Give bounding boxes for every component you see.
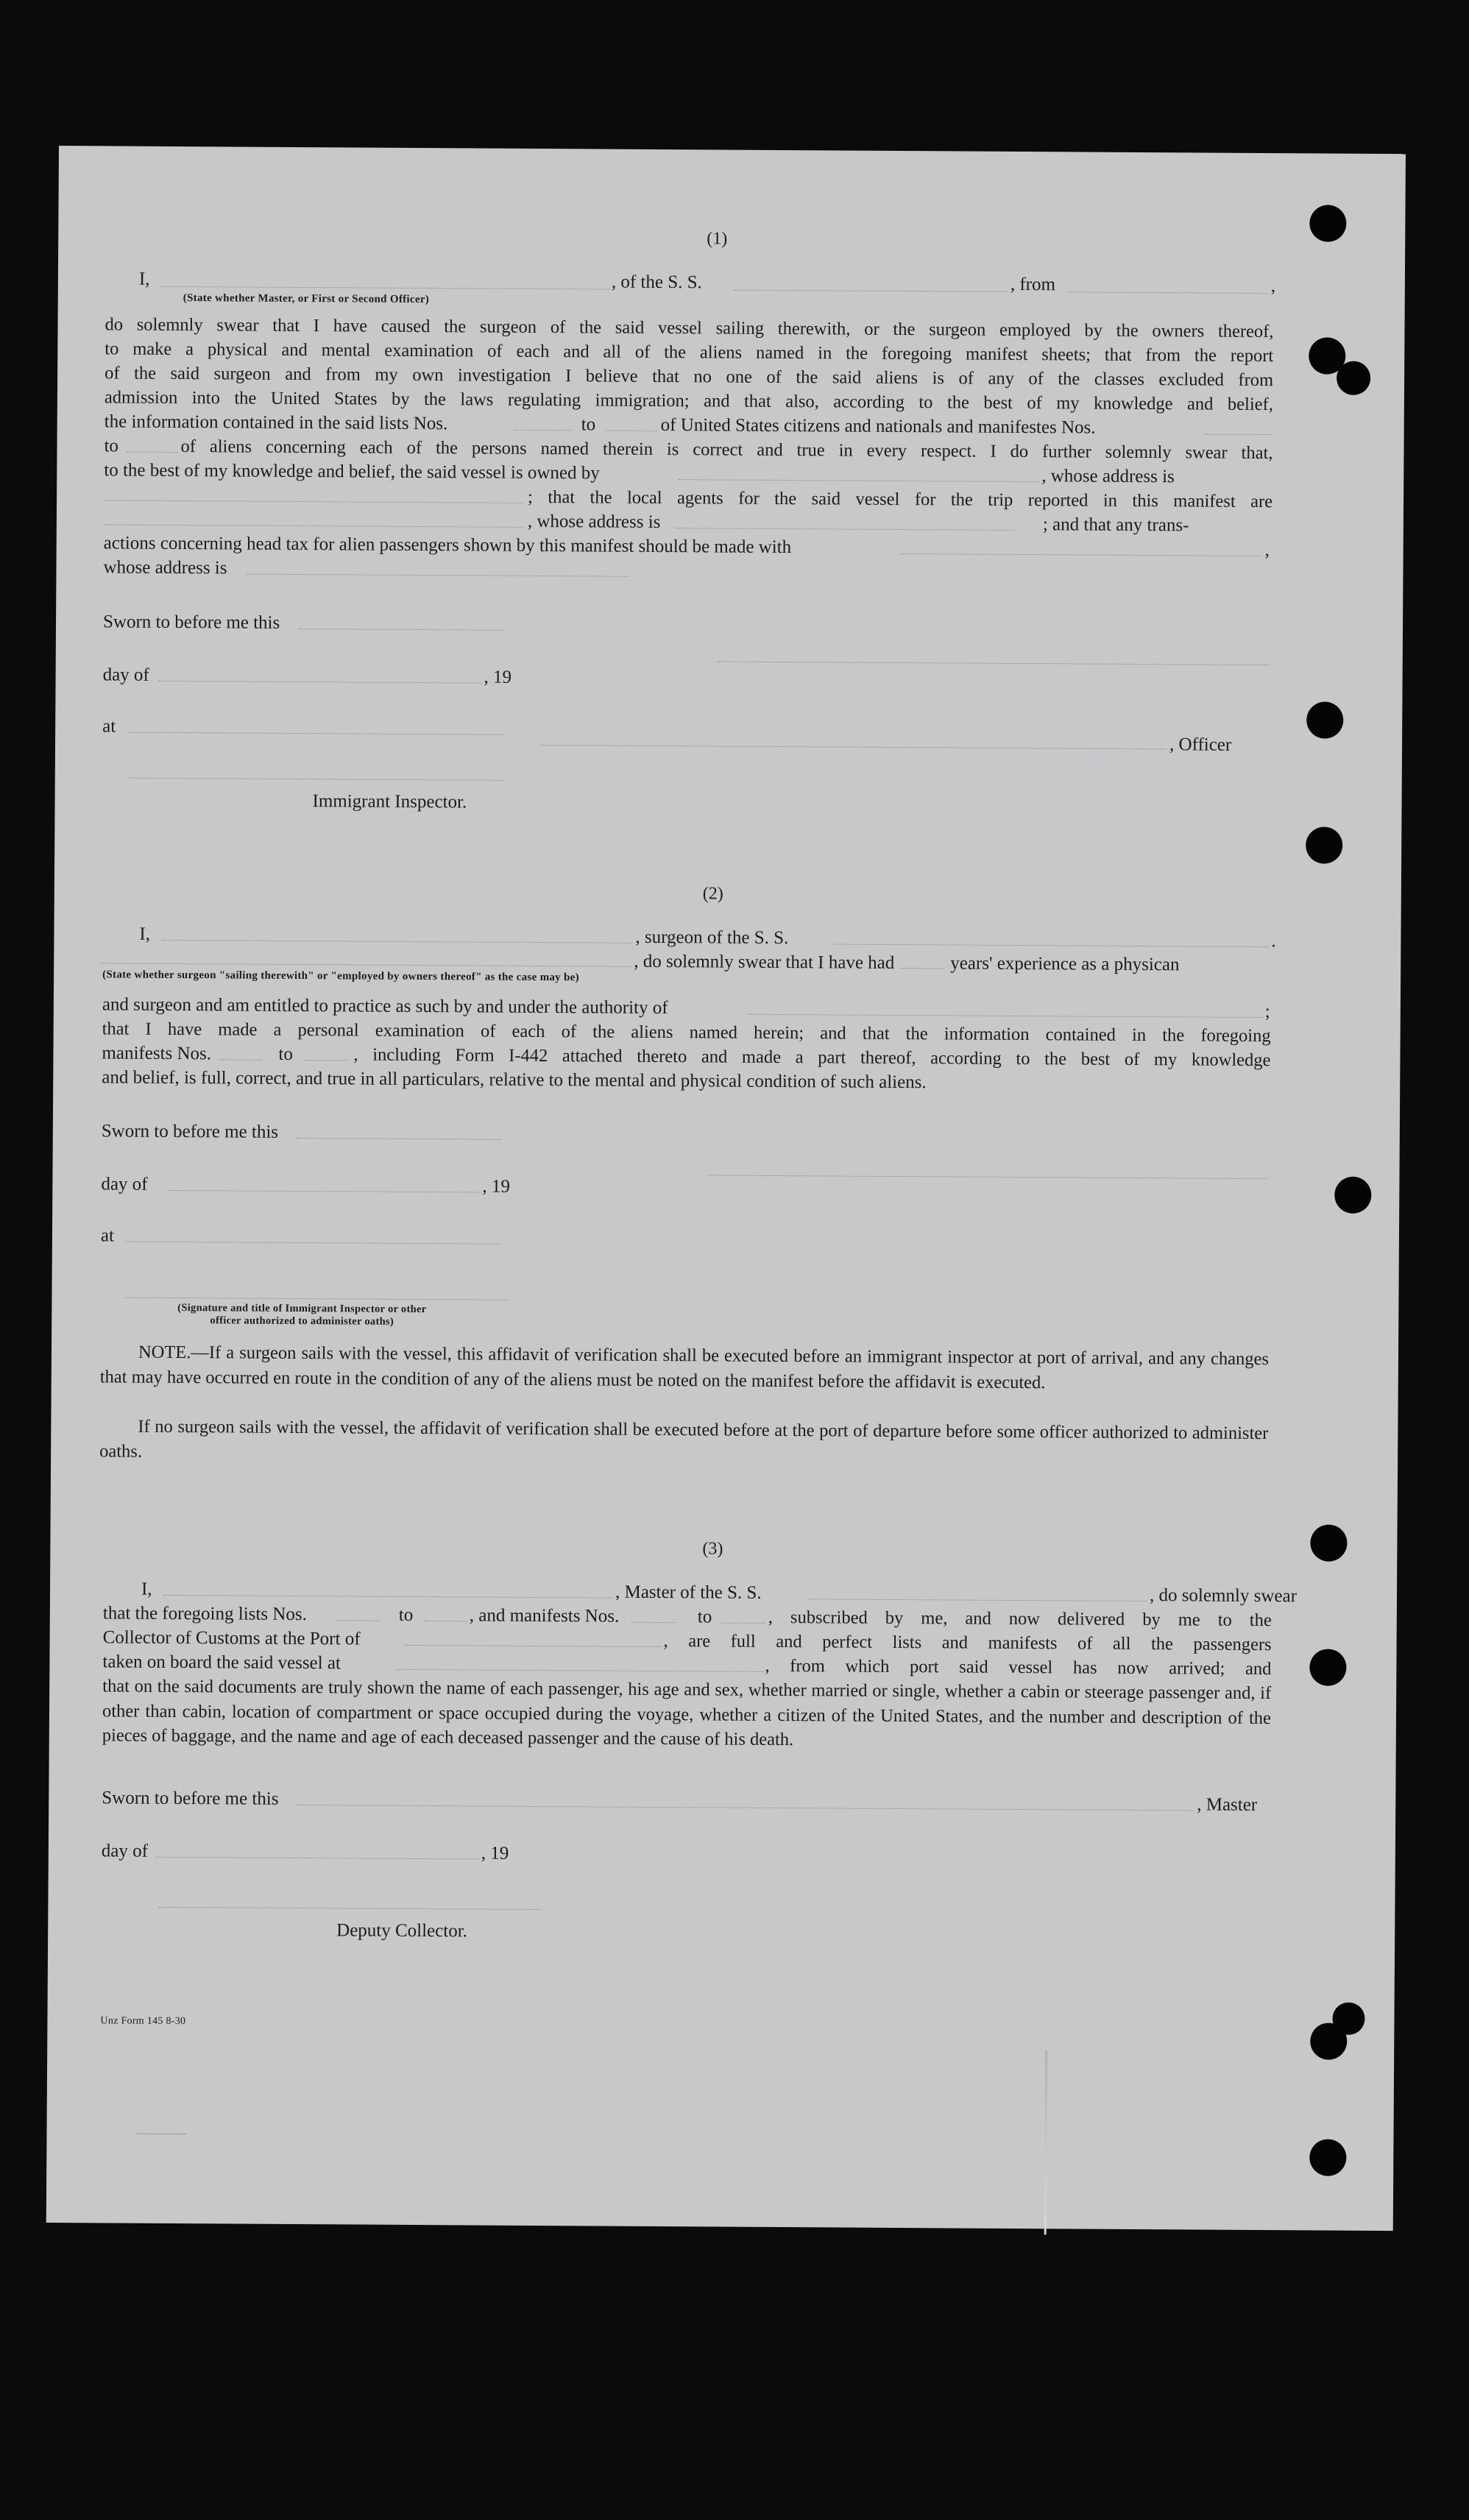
s3-embark-line[interactable] <box>395 1669 763 1672</box>
s1-line-3: of the said surgeon and from my own investigation I believe that no one of the said aliens is of any of the classes excluded from <box>105 363 1274 391</box>
section-3-number: (3) <box>702 1539 723 1559</box>
s3-l2-c: , and manifests Nos. <box>469 1605 620 1627</box>
s2-sworn: Sworn to before me this <box>101 1121 279 1142</box>
s3-signature-line[interactable] <box>296 1805 1194 1811</box>
punch-hole <box>1337 361 1370 395</box>
s2-surgeon-of: , surgeon of the S. S. <box>635 927 789 949</box>
s1-end: , <box>1270 276 1276 297</box>
s2-sworn-day-line[interactable] <box>296 1138 502 1140</box>
s1-at: at <box>102 716 116 737</box>
s3-l2-e: , subscribed by me, and now delivered by me to the <box>768 1607 1272 1631</box>
s2-at: at <box>100 1225 115 1246</box>
s1-place-line[interactable] <box>129 732 504 735</box>
paper-crease <box>1044 2050 1048 2234</box>
s2-note-paragraph-1: NOTE.—If a surgeon sails with the vessel, this affidavit of verification shall be executed before an immigrant inspector at port of arrival, and any changes that may have occurred en route in the condition of any of the aliens must be noted on the manifest before the affidavit is executed. <box>99 1342 1270 1392</box>
s3-manifest-to-line[interactable] <box>721 1623 765 1624</box>
manifest-affidavit-page <box>46 146 1406 2231</box>
s2-authority: and surgeon and am entitled to practice as such by and under the authority of <box>102 994 668 1019</box>
s3-l3-b: , are full and perfect lists and manifests of all the passengers <box>663 1631 1272 1655</box>
punch-hole <box>1334 1177 1371 1214</box>
s1-manifest-to-line[interactable] <box>126 452 177 453</box>
s1-manifest-line[interactable] <box>1206 434 1272 436</box>
section-2-number: (2) <box>702 884 723 904</box>
s3-master: , Master <box>1197 1794 1258 1815</box>
s1-owned-a: to the best of my knowledge and belief, the said vessel is owned by <box>104 460 600 484</box>
s3-l2-d: to <box>697 1607 712 1627</box>
s1-from: , from <box>1010 274 1056 295</box>
s2-authority-end: ; <box>1264 1002 1270 1022</box>
section-1-number: (1) <box>707 229 728 249</box>
s1-agents-line[interactable] <box>104 524 523 527</box>
s2-swear: , do solemnly swear that I have had <box>634 951 895 973</box>
s3-master-of: , Master of the S. S. <box>615 1582 762 1603</box>
s2-note-paragraph-2: If no surgeon sails with the vessel, the affidavit of verification shall be executed before at the port of departure before some officer authorized to administer oaths. <box>99 1416 1269 1462</box>
s1-actions-end: , <box>1264 540 1270 561</box>
s1-to-a: to <box>104 436 119 456</box>
s1-owner-line[interactable] <box>679 479 1039 482</box>
s1-agents-address-line[interactable] <box>676 528 1015 531</box>
s3-manifest-from-line[interactable] <box>631 1622 676 1623</box>
form-number: Unz Form 145 8-30 <box>100 2015 186 2028</box>
s3-l2-a: that the foregoing lists Nos. <box>102 1603 307 1625</box>
s2-sig-note-2: officer authorized to administer oaths) <box>210 1314 394 1328</box>
s3-dayof: day of <box>101 1841 149 1861</box>
punch-hole <box>1332 2003 1364 2035</box>
s1-line-4: admission into the United States by the laws regulating immigration; and that also, according to the best of my knowledge and belief, <box>104 387 1273 415</box>
s1-nos-a: the information contained in the said lists Nos. <box>104 411 448 434</box>
s1-sworn: Sworn to before me this <box>102 612 280 633</box>
s3-swear: , do solemnly swear <box>1149 1585 1298 1607</box>
s1-headtax-line[interactable] <box>902 553 1262 556</box>
s3-l3-a: Collector of Customs at the Port of <box>102 1627 361 1649</box>
s2-month-line[interactable] <box>167 1190 481 1193</box>
punch-hole <box>1306 827 1342 863</box>
s3-rest: that on the said documents are truly shown the name of each passenger, his age and sex, whether married or single, whether a cabin or steerage passenger and, if other than cabin, location of compartment or space occupied during the voyage, whether a citizen of the United States, and the number and description of the pieces of baggage, and the name and age of each deceased passenger and the cause of his death. <box>102 1676 1272 1750</box>
punch-hole <box>1309 205 1346 241</box>
s2-year: , 19 <box>482 1176 510 1197</box>
s2-l3-c: , including Form I-442 attached thereto and made a part thereof, according to the best of my knowledge <box>353 1044 1271 1071</box>
s2-years-exp: years' experience as a physican <box>950 953 1180 975</box>
s2-authority-line[interactable] <box>748 1014 1264 1018</box>
s2-manifest-to-line[interactable] <box>303 1060 347 1061</box>
s1-headtax-address-line[interactable] <box>246 574 629 577</box>
s2-l3-a: manifests Nos. <box>102 1043 212 1064</box>
s1-year: , 19 <box>484 667 512 687</box>
s1-vessel-line[interactable] <box>734 290 1008 292</box>
s1-of-ss: , of the S. S. <box>611 272 702 293</box>
s1-nos-b: to <box>581 414 596 435</box>
punch-hole <box>1309 2139 1346 2176</box>
s3-port-line[interactable] <box>405 1645 662 1647</box>
s1-from-line[interactable] <box>1068 291 1267 294</box>
s1-dayof: day of <box>102 665 149 685</box>
s2-dayof: day of <box>101 1174 148 1194</box>
s2-inspector-line[interactable] <box>125 1298 508 1300</box>
s2-vessel-line[interactable] <box>834 944 1268 947</box>
s2-capacity-note: (State whether surgeon "sailing therewith" or "employed by owners thereof" as the case may be) <box>102 969 580 984</box>
s3-l4-b: , from which port said vessel has now arrived; and <box>765 1655 1272 1680</box>
s2-i: I, <box>139 924 151 944</box>
s1-inspector-title: Immigrant Inspector. <box>312 791 467 813</box>
s2-years-line[interactable] <box>900 968 944 969</box>
s3-sworn: Sworn to before me this <box>102 1788 279 1809</box>
s1-officer: , Officer <box>1169 735 1232 755</box>
s1-whose: whose address is <box>103 557 227 578</box>
s1-sworn-day-line[interactable] <box>299 629 505 631</box>
s1-agents: ; that the local agents for the said vessel for the trip reported in this manifest are <box>528 486 1273 512</box>
s1-owner-address-line[interactable] <box>104 500 523 503</box>
s1-to-b: of aliens concerning each of the persons named therein is correct and true in every respect. I do further solemnly swear that, <box>180 436 1273 464</box>
s2-line-4: and belief, is full, correct, and true in all particulars, relative to the mental and physical condition of such aliens. <box>102 1067 927 1093</box>
s1-addr-a: , whose address is <box>527 511 661 533</box>
s2-capacity-line[interactable] <box>101 963 631 966</box>
s1-line-2: to make a physical and mental examination of each and all of the aliens named in the foregoing manifest sheets; that from the report <box>105 339 1274 367</box>
s3-l4-a: taken on board the said vessel at <box>102 1652 341 1674</box>
s1-officer-line[interactable] <box>541 745 1167 749</box>
s1-nos-c: of United States citizens and nationals and manifestes Nos. <box>660 415 1096 438</box>
punch-hole <box>1306 701 1343 738</box>
s3-collector-line[interactable] <box>158 1907 541 1910</box>
punch-hole <box>1309 1649 1346 1685</box>
s3-i: I, <box>141 1579 152 1599</box>
s1-inspector-line[interactable] <box>129 778 504 781</box>
s1-i: I, <box>138 269 150 289</box>
s2-signature-line[interactable] <box>707 1175 1267 1179</box>
s3-vessel-line[interactable] <box>808 1599 1147 1601</box>
s3-collector-title: Deputy Collector. <box>336 1920 468 1942</box>
s2-manifest-from-line[interactable] <box>218 1059 262 1060</box>
s2-sig-note-1: (Signature and title of Immigrant Inspector or other <box>177 1302 427 1316</box>
punch-hole <box>1310 1524 1347 1561</box>
s3-list-from-line[interactable] <box>336 1620 380 1621</box>
s3-l2-b: to <box>398 1604 414 1625</box>
s3-month-line[interactable] <box>156 1857 480 1860</box>
s1-signature-line[interactable] <box>718 661 1270 665</box>
s3-year: , 19 <box>481 1843 509 1864</box>
s2-place-line[interactable] <box>126 1242 501 1245</box>
s1-line-1: do solemnly swear that I have caused the surgeon of the said vessel sailing therewith, or the surgeon employed by the owners thereof, <box>105 314 1274 342</box>
s1-actions: actions concerning head tax for alien passengers shown by this manifest should be made with <box>103 533 792 558</box>
s1-capacity-note: (State whether Master, or First or Second Officer) <box>183 292 430 306</box>
s1-addr-b: ; and that any trans- <box>1042 514 1189 536</box>
s1-name-line[interactable] <box>161 286 610 290</box>
s2-line1-end: . <box>1271 931 1276 952</box>
s1-list-from-line[interactable] <box>514 430 573 431</box>
s1-owned-b: , whose address is <box>1041 466 1175 487</box>
s2-l3-b: to <box>278 1044 294 1064</box>
s2-line-2: that I have made a personal examination of each of the aliens named herein; and that the information contained in the foregoing <box>102 1019 1271 1047</box>
s2-name-line[interactable] <box>161 940 632 944</box>
s3-name-line[interactable] <box>163 1595 612 1599</box>
s1-month-line[interactable] <box>159 681 483 684</box>
